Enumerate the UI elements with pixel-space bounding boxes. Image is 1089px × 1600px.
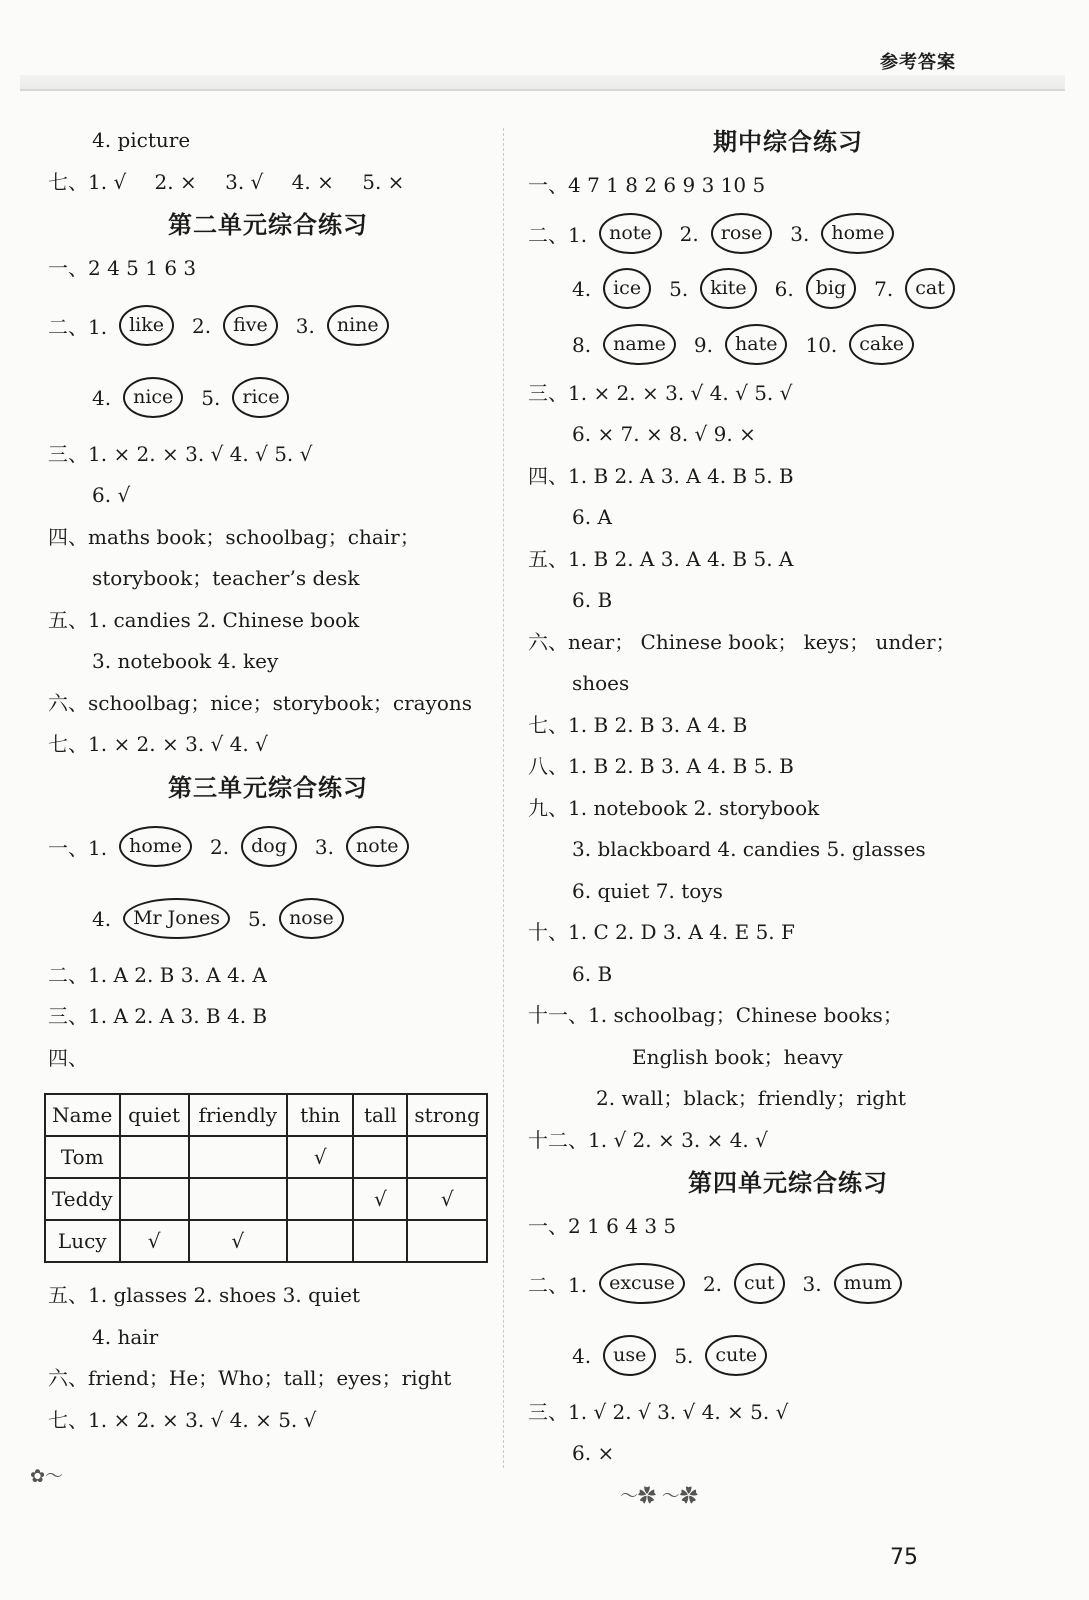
circled-word: cake xyxy=(849,324,914,365)
answer-line: 十一、1. schoolbag；Chinese books； xyxy=(528,1003,903,1027)
table-cell xyxy=(120,1136,189,1178)
circled-words-row xyxy=(528,207,1048,261)
table-row xyxy=(45,1136,487,1178)
answer-item: 3. √ xyxy=(225,169,264,194)
item-number: 4. xyxy=(572,1343,592,1368)
answer-line: 八、1. B 2. B 3. A 4. B 5. B xyxy=(528,754,794,778)
table-cell: Teddy xyxy=(45,1178,120,1220)
answer-line: 十二、1. √ 2. × 3. × 4. √ xyxy=(528,1127,768,1152)
item-number: 3. xyxy=(314,834,334,859)
table-header: thin xyxy=(287,1094,353,1136)
table-header: quiet xyxy=(120,1094,189,1136)
section-title-unit4: 第四单元综合练习 xyxy=(688,1169,888,1197)
item-number: 3. xyxy=(295,313,315,338)
page-number: 75 xyxy=(890,1545,918,1570)
circled-words-row xyxy=(48,290,488,362)
answer-line: 三、1. × 2. × 3. √ 4. √ 5. √ xyxy=(48,441,313,466)
item-number: 5. xyxy=(247,906,268,931)
answer-line: 一、4 7 1 8 2 6 9 3 10 5 xyxy=(528,173,766,197)
circled-words-row xyxy=(528,317,1048,373)
section-title-unit2: 第二单元综合练习 xyxy=(168,211,368,239)
table-cell: √ xyxy=(189,1220,287,1262)
table-cell xyxy=(407,1136,487,1178)
item-number: 7. xyxy=(874,276,894,301)
answer-line: storybook；teacher’s desk xyxy=(92,566,360,590)
answer-line: 2. wall；black；friendly；right xyxy=(596,1086,906,1110)
circled-words-row xyxy=(48,883,488,955)
answer-line-seven xyxy=(48,162,488,204)
answer-line: 3. notebook 4. key xyxy=(92,649,279,673)
table-cell xyxy=(287,1220,353,1262)
answer-line: shoes xyxy=(572,671,630,695)
table-cell: √ xyxy=(407,1178,487,1220)
answer-line: 六、near； Chinese book； keys； under； xyxy=(528,629,956,654)
answer-line: 四、1. B 2. A 3. A 4. B 5. B xyxy=(528,463,794,488)
circled-word: nose xyxy=(279,898,344,939)
answer-line: 6. quiet 7. toys xyxy=(572,878,723,903)
item-number: 5. xyxy=(201,385,221,410)
circled-word: note xyxy=(346,826,409,867)
circled-word: hate xyxy=(725,324,787,365)
circled-word: five xyxy=(223,305,278,346)
circled-word: excuse xyxy=(599,1263,685,1304)
item-number: 2. xyxy=(702,1271,723,1296)
item-marker: 二、1. xyxy=(528,223,588,247)
item-number: 5. xyxy=(669,276,689,301)
answer-item: 2. × xyxy=(154,169,197,194)
answer-item: 七、1. √ xyxy=(48,169,127,194)
table-cell: Lucy xyxy=(45,1220,120,1262)
table-cell: √ xyxy=(120,1220,189,1262)
item-number: 10. xyxy=(805,332,838,357)
circled-word: rice xyxy=(232,377,289,418)
answer-item: 5. × xyxy=(362,169,405,194)
answer-line: 3. blackboard 4. candies 5. glasses xyxy=(572,837,926,861)
running-head: 参考答案 xyxy=(880,52,956,73)
circled-words-row xyxy=(528,261,1048,317)
item-number: 2. xyxy=(192,313,212,338)
item-number: 4. xyxy=(572,276,592,301)
section-title-midterm: 期中综合练习 xyxy=(713,128,863,156)
answer-line: 四、 xyxy=(48,1045,88,1070)
table-cell xyxy=(353,1136,407,1178)
item-marker: 一、1. xyxy=(48,836,108,860)
circled-word: big xyxy=(806,268,856,309)
circled-word: kite xyxy=(700,268,756,309)
section-title-unit3: 第三单元综合练习 xyxy=(168,773,368,802)
circled-words-row xyxy=(48,811,488,883)
circled-word: rose xyxy=(711,213,773,254)
table-cell xyxy=(189,1136,287,1178)
table-row xyxy=(45,1178,487,1220)
circled-words-row xyxy=(528,1320,1048,1392)
circled-word: like xyxy=(119,305,174,346)
item-number: 6. xyxy=(774,276,794,301)
header-band xyxy=(20,75,1065,91)
table-cell xyxy=(407,1220,487,1262)
table-cell: √ xyxy=(287,1136,353,1178)
answer-line: 6. B xyxy=(572,588,613,612)
table-header: strong xyxy=(407,1094,487,1136)
answer-line: 五、1. glasses 2. shoes 3. quiet xyxy=(48,1283,361,1307)
answer-line: 4. picture xyxy=(92,128,191,152)
answer-line: 七、1. × 2. × 3. √ 4. × 5. √ xyxy=(48,1407,317,1432)
item-number: 3. xyxy=(802,1271,822,1296)
left-column xyxy=(48,120,488,1441)
right-column xyxy=(528,120,1048,1475)
item-number: 4. xyxy=(92,385,112,410)
circled-word: home xyxy=(119,826,192,867)
circled-words-row xyxy=(48,362,488,434)
answer-line: 二、1. A 2. B 3. A 4. A xyxy=(48,962,267,987)
answer-line: 三、1. √ 2. √ 3. √ 4. × 5. √ xyxy=(528,1399,789,1424)
answer-item: 4. × xyxy=(291,169,334,194)
table-cell xyxy=(120,1178,189,1220)
answer-line: 一、2 4 5 1 6 3 xyxy=(48,256,197,280)
item-marker: 二、1. xyxy=(48,315,108,339)
leaf-ornament-icon: ✿〜 xyxy=(30,1466,64,1487)
answer-line: 六、schoolbag；nice；storybook；crayons xyxy=(48,690,473,715)
answer-line: 6. × xyxy=(572,1441,615,1465)
answer-line: 九、1. notebook 2. storybook xyxy=(528,795,820,820)
answer-line: English book；heavy xyxy=(632,1044,843,1069)
answer-line: 6. A xyxy=(572,505,612,529)
item-number: 5. xyxy=(674,1343,694,1368)
answer-line: 五、1. candies 2. Chinese book xyxy=(48,607,360,632)
answer-line: 三、1. × 2. × 3. √ 4. √ 5. √ xyxy=(528,380,793,405)
answer-line: 三、1. A 2. A 3. B 4. B xyxy=(48,1004,268,1028)
answer-line: 六、friend；He；Who；tall；eyes；right xyxy=(48,1366,452,1390)
table-cell xyxy=(189,1178,287,1220)
item-number: 9. xyxy=(693,332,714,357)
circled-word: nine xyxy=(327,305,389,346)
answer-line: 四、maths book；schoolbag；chair； xyxy=(48,524,420,549)
table-row xyxy=(45,1220,487,1262)
circled-word: cute xyxy=(705,1335,767,1376)
answer-line: 一、2 1 6 4 3 5 xyxy=(528,1214,677,1238)
table-cell: Tom xyxy=(45,1136,120,1178)
table-header: tall xyxy=(353,1094,407,1136)
item-number: 4. xyxy=(92,906,112,931)
answer-line: 七、1. × 2. × 3. √ 4. √ xyxy=(48,732,268,756)
answer-line: 6. √ xyxy=(92,483,131,507)
answer-line: 6. B xyxy=(572,961,613,986)
table-cell xyxy=(353,1220,407,1262)
table-cell xyxy=(287,1178,353,1220)
answer-table xyxy=(44,1093,488,1263)
answer-line: 4. hair xyxy=(92,1324,159,1349)
circled-word: home xyxy=(821,213,894,254)
circled-word: note xyxy=(599,213,662,254)
table-header: Name xyxy=(45,1094,120,1136)
circled-word: ice xyxy=(603,268,651,309)
table-header-row xyxy=(45,1094,487,1136)
circled-word: cat xyxy=(905,268,955,309)
item-number: 2. xyxy=(679,221,699,246)
circled-word: name xyxy=(603,324,676,365)
answer-line: 五、1. B 2. A 3. A 4. B 5. A xyxy=(528,546,794,571)
answer-line: 6. × 7. × 8. √ 9. × xyxy=(572,422,756,446)
circled-word: use xyxy=(603,1335,656,1376)
table-cell: √ xyxy=(353,1178,407,1220)
circled-word: nice xyxy=(123,377,183,418)
circled-word: Mr Jones xyxy=(123,898,230,939)
circled-word: mum xyxy=(834,1263,902,1304)
answer-line: 十、1. C 2. D 3. A 4. E 5. F xyxy=(528,920,795,944)
leaf-ornament-icon: 〜✿ 〜✿ xyxy=(620,1486,698,1507)
table-header: friendly xyxy=(189,1094,287,1136)
item-number: 3. xyxy=(790,221,810,246)
item-number: 8. xyxy=(572,332,592,357)
circled-word: cut xyxy=(734,1263,785,1304)
answer-line: 七、1. B 2. B 3. A 4. B xyxy=(528,712,748,737)
circled-word: dog xyxy=(241,826,297,867)
item-marker: 二、1. xyxy=(528,1273,588,1297)
column-divider xyxy=(503,128,504,1468)
circled-words-row xyxy=(528,1248,1048,1320)
item-number: 2. xyxy=(210,834,230,859)
